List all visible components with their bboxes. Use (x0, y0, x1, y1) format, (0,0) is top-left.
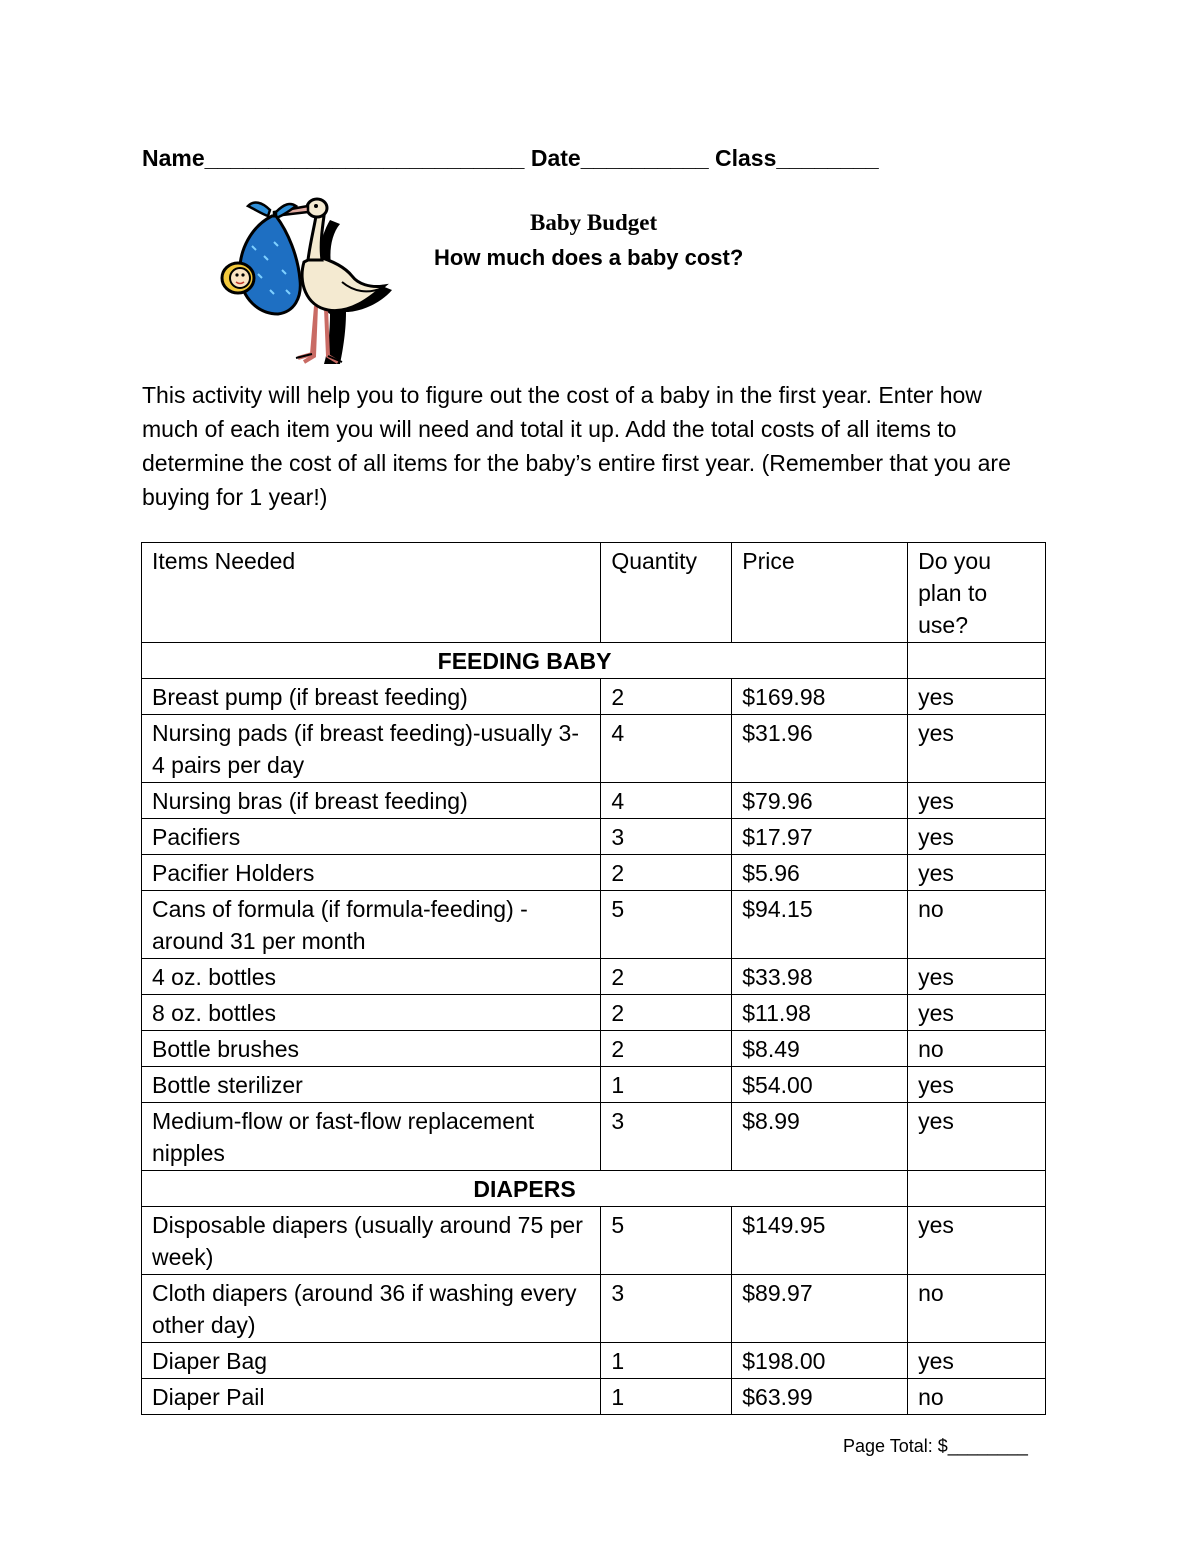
date-label: Date (524, 145, 581, 171)
item-cell: 4 oz. bottles (142, 959, 601, 995)
student-info-line (142, 145, 879, 172)
table-row (142, 819, 1046, 855)
plan-to-use-cell: no (908, 891, 1046, 959)
document-title: Baby Budget (530, 210, 658, 235)
price-cell: $63.99 (732, 1379, 908, 1415)
plan-to-use-cell: yes (908, 1343, 1046, 1379)
item-cell: Medium-flow or fast-flow replacement nipples (142, 1103, 601, 1171)
price-cell: $149.95 (732, 1207, 908, 1275)
price-cell: $33.98 (732, 959, 908, 995)
quantity-cell: 3 (601, 1103, 732, 1171)
quantity-cell: 2 (601, 995, 732, 1031)
price-cell: $31.96 (732, 715, 908, 783)
item-cell: Cloth diapers (around 36 if washing every other day) (142, 1275, 601, 1343)
item-cell: Nursing bras (if breast feeding) (142, 783, 601, 819)
plan-to-use-cell: no (908, 1031, 1046, 1067)
page-total-field[interactable]: ________ (947, 1436, 1028, 1456)
plan-to-use-cell: yes (908, 855, 1046, 891)
table-row (142, 855, 1046, 891)
quantity-cell: 5 (601, 891, 732, 959)
price-cell: $79.96 (732, 783, 908, 819)
item-cell: Cans of formula (if formula-feeding) - around 31 per month (142, 891, 601, 959)
price-cell: $17.97 (732, 819, 908, 855)
quantity-cell: 4 (601, 715, 732, 783)
quantity-cell: 3 (601, 1275, 732, 1343)
column-header-quantity: Quantity (601, 543, 732, 643)
plan-to-use-cell: yes (908, 995, 1046, 1031)
table-row (142, 715, 1046, 783)
table-row (142, 1031, 1046, 1067)
stork-carrying-baby-icon (212, 186, 392, 368)
plan-to-use-cell: yes (908, 819, 1046, 855)
plan-to-use-cell: no (908, 1379, 1046, 1415)
price-cell: $169.98 (732, 679, 908, 715)
price-cell: $54.00 (732, 1067, 908, 1103)
section-row (142, 643, 1046, 679)
table-row (142, 679, 1046, 715)
table-row (142, 959, 1046, 995)
column-header-items: Items Needed (142, 543, 601, 643)
quantity-cell: 2 (601, 959, 732, 995)
quantity-cell: 2 (601, 855, 732, 891)
plan-to-use-cell: yes (908, 679, 1046, 715)
item-cell: Nursing pads (if breast feeding)-usually 3-4 pairs per day (142, 715, 601, 783)
price-cell: $8.99 (732, 1103, 908, 1171)
table-header-row (142, 543, 1046, 643)
quantity-cell: 1 (601, 1067, 732, 1103)
section-title: DIAPERS (142, 1171, 908, 1207)
plan-to-use-cell: yes (908, 1103, 1046, 1171)
item-cell: Bottle sterilizer (142, 1067, 601, 1103)
price-cell: $198.00 (732, 1343, 908, 1379)
page-total (843, 1436, 1028, 1457)
item-cell: Breast pump (if breast feeding) (142, 679, 601, 715)
plan-to-use-cell: yes (908, 1207, 1046, 1275)
table-row (142, 1067, 1046, 1103)
budget-table (141, 542, 1046, 1415)
table-row (142, 1207, 1046, 1275)
table-row (142, 1343, 1046, 1379)
table-row (142, 995, 1046, 1031)
quantity-cell: 2 (601, 679, 732, 715)
price-cell: $8.49 (732, 1031, 908, 1067)
class-label: Class (708, 145, 777, 171)
name-field[interactable]: _________________________ (204, 145, 525, 171)
plan-to-use-cell: yes (908, 959, 1046, 995)
table-row (142, 1103, 1046, 1171)
item-cell: Pacifiers (142, 819, 601, 855)
section-empty-cell (908, 1171, 1046, 1207)
quantity-cell: 4 (601, 783, 732, 819)
section-row (142, 1171, 1046, 1207)
table-row (142, 1275, 1046, 1343)
plan-to-use-cell: no (908, 1275, 1046, 1343)
quantity-cell: 5 (601, 1207, 732, 1275)
price-cell: $89.97 (732, 1275, 908, 1343)
date-field[interactable]: __________ (580, 145, 709, 171)
price-cell: $5.96 (732, 855, 908, 891)
item-cell: Bottle brushes (142, 1031, 601, 1067)
item-cell: Diaper Bag (142, 1343, 601, 1379)
name-label: Name (142, 145, 205, 171)
item-cell: Diaper Pail (142, 1379, 601, 1415)
table-row (142, 783, 1046, 819)
document-subtitle: How much does a baby cost? (434, 245, 744, 270)
quantity-cell: 1 (601, 1343, 732, 1379)
column-header-plan-to-use: Do you plan to use? (908, 543, 1046, 643)
plan-to-use-cell: yes (908, 715, 1046, 783)
price-cell: $94.15 (732, 891, 908, 959)
item-cell: 8 oz. bottles (142, 995, 601, 1031)
class-field[interactable]: ________ (776, 145, 879, 171)
table-row (142, 891, 1046, 959)
quantity-cell: 1 (601, 1379, 732, 1415)
column-header-price: Price (732, 543, 908, 643)
intro-paragraph: This activity will help you to figure out the cost of a baby in the first year. Enter how much of each item you will need and total it up. Add the total costs of all items to determine the cost of all items for the baby’s entire first year. (Remember that you are buying for 1 year!) (142, 382, 1011, 510)
plan-to-use-cell: yes (908, 783, 1046, 819)
quantity-cell: 3 (601, 819, 732, 855)
price-cell: $11.98 (732, 995, 908, 1031)
section-title: FEEDING BABY (142, 643, 908, 679)
quantity-cell: 2 (601, 1031, 732, 1067)
table-row (142, 1379, 1046, 1415)
section-empty-cell (908, 643, 1046, 679)
page-total-label: Page Total: $ (843, 1436, 948, 1456)
item-cell: Pacifier Holders (142, 855, 601, 891)
plan-to-use-cell: yes (908, 1067, 1046, 1103)
item-cell: Disposable diapers (usually around 75 per week) (142, 1207, 601, 1275)
